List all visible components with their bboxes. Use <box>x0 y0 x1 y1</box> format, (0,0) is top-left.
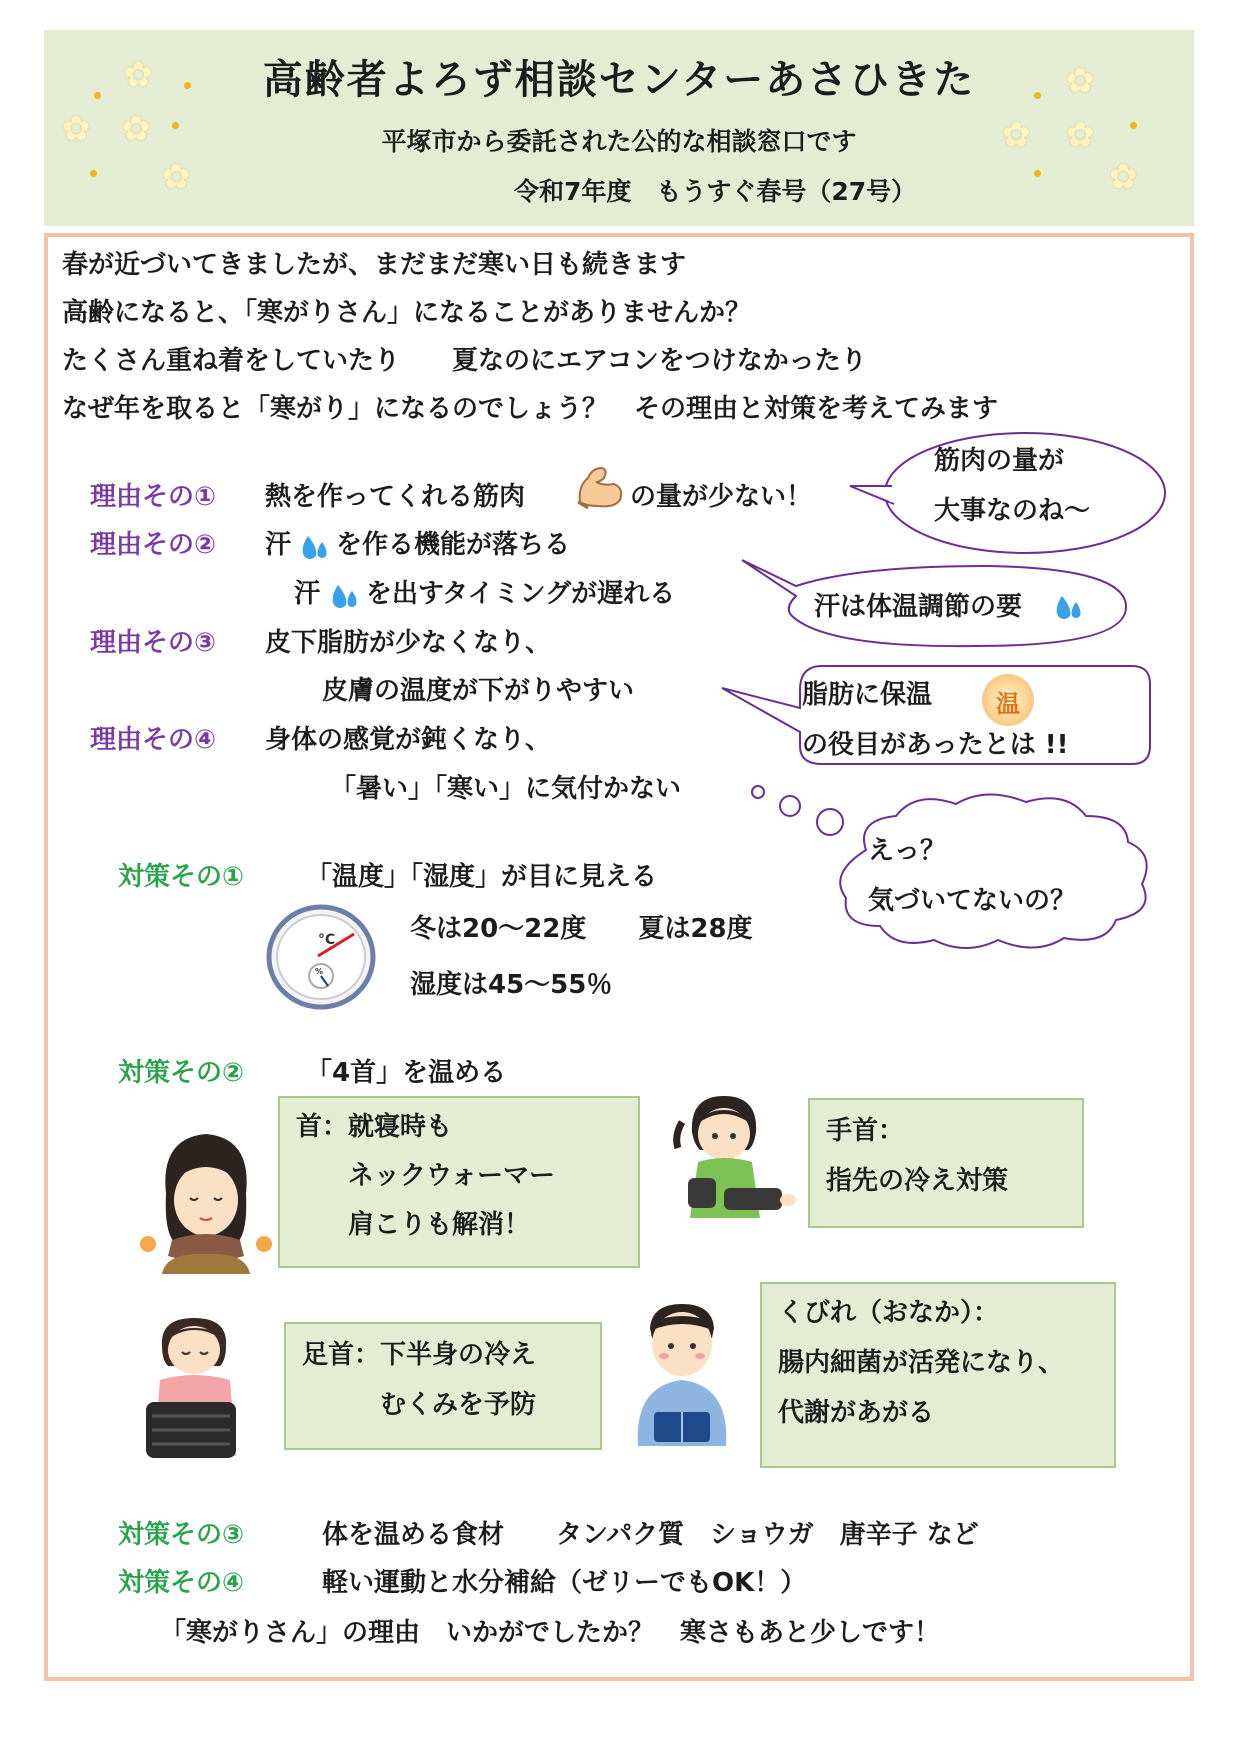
bubble-text: 気づいてないの？ <box>868 886 1077 916</box>
measure-label: 対策その② <box>118 1058 245 1088</box>
reason-text: 熱を作ってくれる筋肉 <box>265 482 526 512</box>
box-text: くびれ（おなか）： <box>778 1298 1000 1328</box>
woman-neck-warmer-icon <box>136 1124 276 1274</box>
bubble-text: 大事なのね～ <box>934 496 1091 526</box>
bubble-text: 筋肉の量が <box>934 446 1065 476</box>
intro-line: なぜ年を取ると「寒がり」になるのでしょう？ その理由と対策を考えてみます <box>62 394 999 424</box>
closing-text: 「寒がりさん」の理由 いかがでしたか？ 寒さもあと少しです！ <box>160 1618 941 1648</box>
page-subtitle: 平塚市から委託された公的な相談窓口です <box>381 127 857 156</box>
measure-text: 体を温める食材 タンパク質 ショウガ 唐辛子 など <box>322 1520 979 1550</box>
reason-text: 身体の感覚が鈍くなり、 <box>265 725 552 755</box>
temperature-text: 冬は20～22度 夏は28度 <box>410 914 753 944</box>
intro-line: たくさん重ね着をしていたり 夏なのにエアコンをつけなかったり <box>62 346 867 376</box>
reason-text: 「暑い」「寒い」に気付かない <box>330 774 682 804</box>
intro-line: 高齢になると、「寒がりさん」になることがありませんか？ <box>62 298 752 328</box>
measure-text: 軽い運動と水分補給（ゼリーでもOK！） <box>322 1568 807 1598</box>
box-text: 肩こりも解消！ <box>296 1210 531 1240</box>
issue-label: 令和7年度 もうすぐ春号（27号） <box>514 177 917 206</box>
dot-decoration <box>94 92 101 99</box>
reason-label: 理由その④ <box>90 725 217 755</box>
flower-icon: ✿ <box>1066 115 1095 155</box>
dot-decoration <box>172 122 179 129</box>
reason-text: 汗 <box>265 530 292 560</box>
woman-socks-icon <box>140 1316 244 1466</box>
reason-text: の量が少ない！ <box>630 482 813 512</box>
box-text: 手首： <box>826 1116 905 1146</box>
svg-text:°C: °C <box>318 932 336 948</box>
bubble-text: の役目があったとは !! <box>802 730 1069 760</box>
measure-label: 対策その④ <box>118 1568 245 1598</box>
box-text: 腸内細菌が活発になり、 <box>778 1348 1065 1378</box>
reason-label: 理由その① <box>90 482 217 512</box>
dot-decoration <box>90 170 97 177</box>
flower-icon: ✿ <box>1002 115 1031 155</box>
box-text: 指先の冷え対策 <box>826 1166 1009 1196</box>
flower-icon: ✿ <box>1109 157 1138 197</box>
box-text: 首：就寝時も <box>296 1112 453 1142</box>
onsen-label: 温 <box>996 690 1020 718</box>
box-text: むくみを予防 <box>302 1390 537 1420</box>
intro-line: 春が近づいてきましたが、まだまだ寒い日も続きます <box>62 250 687 280</box>
muscle-arm-icon <box>574 462 626 512</box>
bubble-text: 汗は体温調節の要 <box>814 592 1023 622</box>
dot-decoration <box>1034 170 1041 177</box>
reason-text: 皮下脂肪が少なくなり、 <box>265 628 552 658</box>
girl-wrist-warmer-icon <box>668 1092 798 1238</box>
box-text: ネックウォーマー <box>296 1161 555 1191</box>
thought-bubble <box>746 780 1186 956</box>
flower-icon: ✿ <box>122 109 151 149</box>
reason-text: 皮膚の温度が下がりやすい <box>322 676 635 706</box>
measure-text: 「4首」を温める <box>306 1058 507 1088</box>
flower-icon: ✿ <box>162 157 191 197</box>
header-banner <box>44 30 1194 226</box>
page-title: 高齢者よろず相談センターあさひきた <box>262 57 976 103</box>
onsen-icon <box>982 674 1034 726</box>
svg-text:%: % <box>315 967 324 976</box>
sweat-drop-icon <box>328 583 362 613</box>
flower-icon: ✿ <box>1066 61 1095 101</box>
thermo-hygrometer-icon <box>266 904 376 1010</box>
flower-icon: ✿ <box>62 109 91 149</box>
flower-icon: ✿ <box>124 55 153 95</box>
man-belly-warmer-icon <box>622 1300 742 1448</box>
humidity-text: 湿度は45～55％ <box>410 970 613 1000</box>
sweat-drop-icon <box>1052 594 1086 624</box>
reason-text: を作る機能が落ちる <box>336 530 571 560</box>
reason-text: 汗 <box>294 579 321 609</box>
measure-label: 対策その① <box>118 862 245 892</box>
dot-decoration <box>1130 122 1137 129</box>
box-text: 足首：下半身の冷え <box>302 1340 537 1370</box>
sweat-drop-icon <box>298 534 332 564</box>
bubble-text: えっ？ <box>868 836 947 866</box>
reason-text: を出すタイミングが遅れる <box>366 579 676 609</box>
dot-decoration <box>184 82 191 89</box>
dot-decoration <box>1034 92 1041 99</box>
measure-text: 「温度」「湿度」が目に見える <box>306 862 658 892</box>
reason-label: 理由その② <box>90 530 217 560</box>
measure-label: 対策その③ <box>118 1520 245 1550</box>
box-text: 代謝があがる <box>778 1398 935 1428</box>
bubble-text: 脂肪に保温 <box>802 680 933 710</box>
reason-label: 理由その③ <box>90 628 217 658</box>
